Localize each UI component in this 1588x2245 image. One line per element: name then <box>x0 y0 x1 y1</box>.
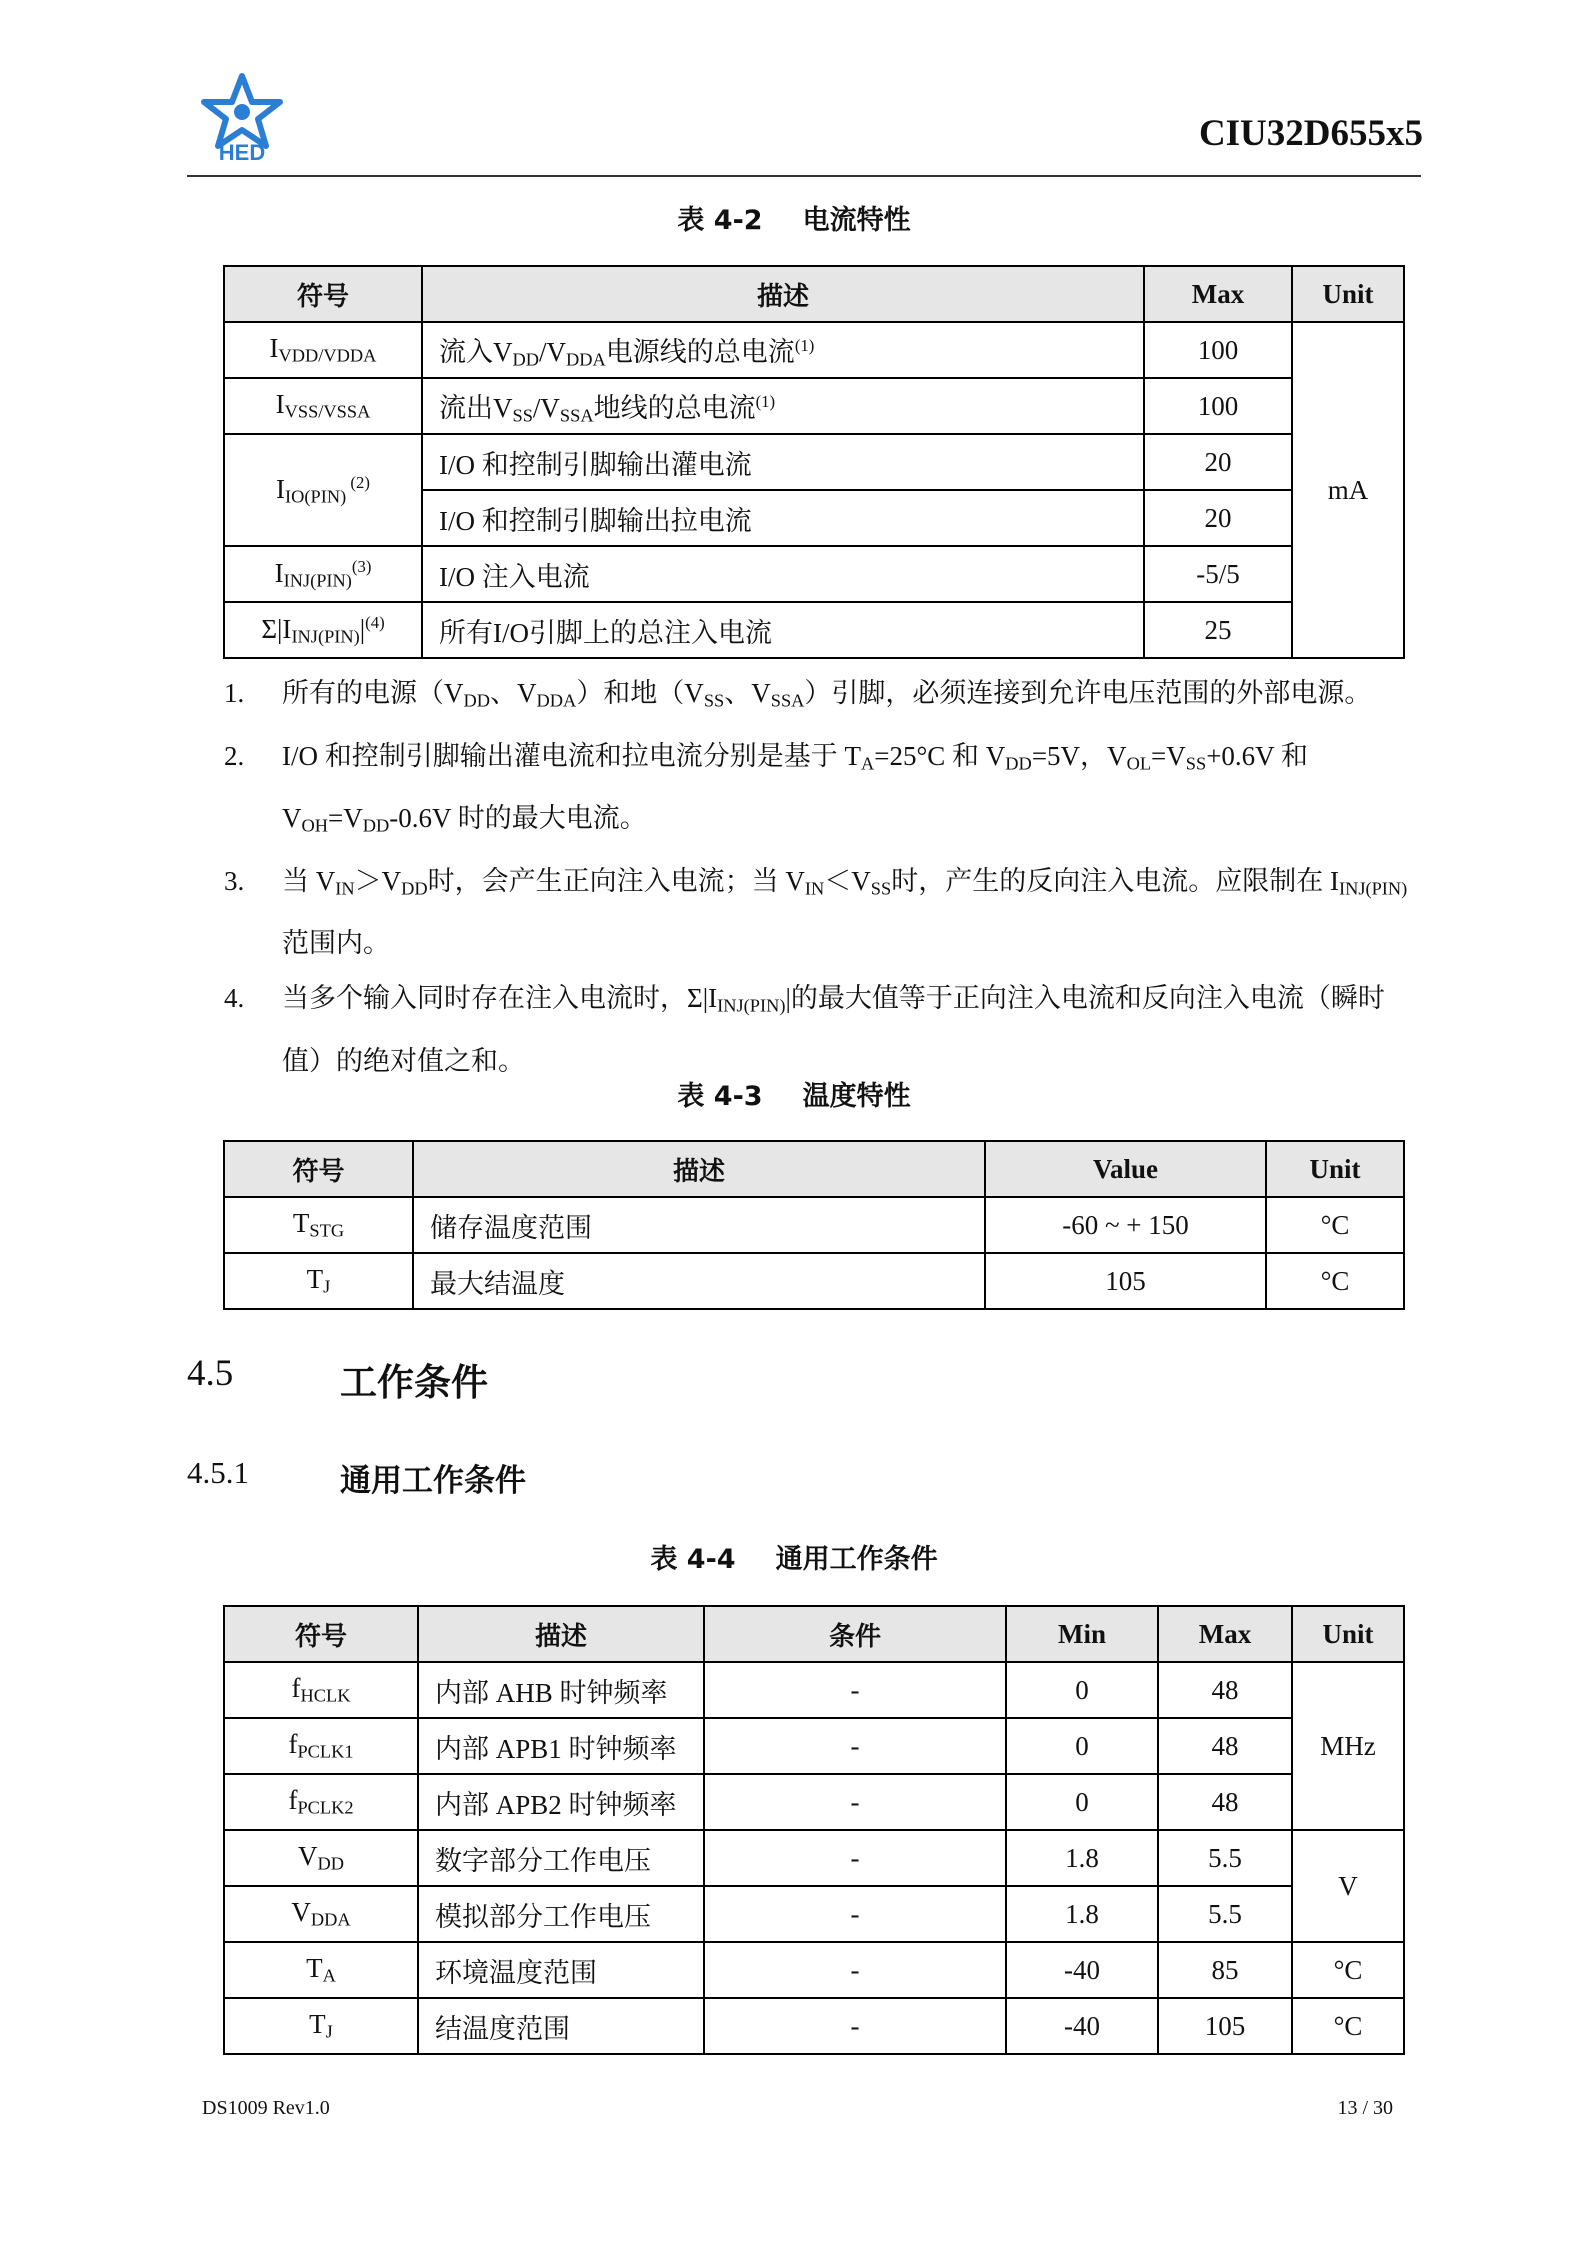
max-cell: 48 <box>1158 1718 1292 1774</box>
table-row <box>224 1718 1404 1774</box>
symbol-cell: $f_{PCLK1}$ <box>224 1718 418 1774</box>
condition-cell: - <box>704 1774 1006 1830</box>
max-cell: 5.5 <box>1158 1886 1292 1942</box>
condition-cell: - <box>704 1998 1006 2054</box>
table-row <box>224 1942 1404 1998</box>
min-cell: 1.8 <box>1006 1830 1158 1886</box>
description-cell: 最大结温度 <box>413 1253 985 1309</box>
min-cell: 0 <box>1006 1774 1158 1830</box>
description-cell: 模拟部分工作电压 <box>418 1886 704 1942</box>
max-cell: 100 <box>1144 378 1292 434</box>
value-cell: 105 <box>985 1253 1266 1309</box>
table-row <box>224 1998 1404 2054</box>
symbol-cell: $V_{DD}$ <box>224 1830 418 1886</box>
table-row <box>224 1662 1404 1718</box>
max-cell: 48 <box>1158 1662 1292 1718</box>
hed-logo <box>196 72 288 162</box>
max-cell: 85 <box>1158 1942 1292 1998</box>
condition-cell: - <box>704 1718 1006 1774</box>
header-description: 描述 <box>422 266 1144 322</box>
note-1: 1. 所有的电源（$V_{DD}$、$V_{DDA}$）和地（$V_{SS}$、$V_{SSA}$）引脚，必须连接到允许电压范围的外部电源。 <box>224 678 1372 711</box>
table-4-3-caption: 表 4-3 温度特性 <box>677 1081 911 1112</box>
header-max: Max <box>1144 266 1292 322</box>
symbol-cell: $T_J$ <box>224 1253 413 1309</box>
note-2: 2. I/O 和控制引脚输出灌电流和拉电流分别是基于 $T_A=25^\circ C$ 和 $V_{DD}=5V$，$V_{OL}=V_{SS}+0.6V$ 和 $V_{OH}=V_{DD}-0.6V$ 时的最大电流。 <box>224 740 1308 836</box>
min-cell: -40 <box>1006 1998 1158 2054</box>
table-4-4-caption: 表 4-4 通用工作条件 <box>650 1544 938 1575</box>
unit-cell: MHz <box>1292 1662 1404 1830</box>
unit-cell: °C <box>1266 1253 1404 1309</box>
header-symbol: 符号 <box>224 266 422 322</box>
general-operating-conditions-table <box>223 1605 1405 2055</box>
max-cell: 20 <box>1144 434 1292 490</box>
header-min: Min <box>1006 1606 1158 1662</box>
min-cell: 1.8 <box>1006 1886 1158 1942</box>
table-4-2-caption: 表 4-2 电流特性 <box>677 205 911 236</box>
table-row <box>224 1253 1404 1309</box>
unit-cell: V <box>1292 1830 1404 1942</box>
symbol-cell: $T_{STG}$ <box>224 1197 413 1253</box>
condition-cell: - <box>704 1830 1006 1886</box>
table-row <box>224 434 1404 490</box>
description-cell: 流出$V_{SS}/V_{SSA}$地线的总电流$^{(1)}$ <box>422 378 1144 434</box>
header-unit: Unit <box>1292 1606 1404 1662</box>
svg-text:HED: HED <box>218 140 266 162</box>
header-unit: Unit <box>1266 1141 1404 1197</box>
footer-doc-id: DS1009 Rev1.0 <box>202 2097 330 2119</box>
table-notes <box>224 666 1424 1089</box>
subsection-number: 4.5.1 <box>187 1455 249 1490</box>
unit-cell: mA <box>1292 322 1404 658</box>
header-divider <box>187 175 1421 177</box>
description-cell: 内部 AHB 时钟频率 <box>418 1662 704 1718</box>
max-cell: 5.5 <box>1158 1830 1292 1886</box>
unit-cell: °C <box>1266 1197 1404 1253</box>
symbol-cell: $I_{IO(PIN)}$ $^{(2)}$ <box>224 434 422 546</box>
note-3: 3. 当 $V_{IN}>V_{DD}$时，会产生正向注入电流；当 $V_{IN}<V_{SS}$时，产生的反向注入电流。应限制在 $I_{INJ(PIN)}$ 范围内。 <box>224 865 1408 959</box>
min-cell: -40 <box>1006 1942 1158 1998</box>
symbol-cell: $\Sigma|I_{INJ(PIN)}|^{(4)}$ <box>224 602 422 658</box>
description-cell: 数字部分工作电压 <box>418 1830 704 1886</box>
max-cell: 48 <box>1158 1774 1292 1830</box>
unit-cell: °C <box>1292 1942 1404 1998</box>
header-unit: Unit <box>1292 266 1404 322</box>
max-cell: 25 <box>1144 602 1292 658</box>
description-cell: 流入$V_{DD}/V_{DDA}$电源线的总电流$^{(1)}$ <box>422 322 1144 378</box>
table-row <box>224 322 1404 378</box>
symbol-cell: $f_{HCLK}$ <box>224 1662 418 1718</box>
symbol-cell: $T_J$ <box>224 1998 418 2054</box>
symbol-cell: $I_{VSS/VSSA}$ <box>224 378 422 434</box>
header-symbol: 符号 <box>224 1141 413 1197</box>
condition-cell: - <box>704 1886 1006 1942</box>
description-cell: I/O 和控制引脚输出灌电流 <box>422 434 1144 490</box>
symbol-cell: $I_{INJ(PIN)}^{(3)}$ <box>224 546 422 602</box>
table-row <box>224 1886 1404 1942</box>
section-title: 工作条件 <box>340 1361 488 1404</box>
note-4: 4. 当多个输入同时存在注入电流时，$\Sigma|I_{INJ(PIN)}|$的最大值等于正向注入电流和反向注入电流（瞬时 值）的绝对值之和。 <box>224 983 1385 1076</box>
table-row <box>224 546 1404 602</box>
description-cell: 所有I/O引脚上的总注入电流 <box>422 602 1144 658</box>
description-cell: 储存温度范围 <box>413 1197 985 1253</box>
header-description: 描述 <box>418 1606 704 1662</box>
max-cell: -5/5 <box>1144 546 1292 602</box>
header-symbol: 符号 <box>224 1606 418 1662</box>
symbol-cell: $V_{DDA}$ <box>224 1886 418 1942</box>
document-title: CIU32D655x5 <box>1198 113 1423 154</box>
description-cell: I/O 注入电流 <box>422 546 1144 602</box>
description-cell: 环境温度范围 <box>418 1942 704 1998</box>
header-description: 描述 <box>413 1141 985 1197</box>
max-cell: 100 <box>1144 322 1292 378</box>
symbol-cell: $f_{PCLK2}$ <box>224 1774 418 1830</box>
description-cell: 内部 APB2 时钟频率 <box>418 1774 704 1830</box>
min-cell: 0 <box>1006 1718 1158 1774</box>
max-cell: 105 <box>1158 1998 1292 2054</box>
header-value: Value <box>985 1141 1266 1197</box>
section-number: 4.5 <box>187 1353 234 1394</box>
header-max: Max <box>1158 1606 1292 1662</box>
value-cell: -60 ~ + 150 <box>985 1197 1266 1253</box>
condition-cell: - <box>704 1662 1006 1718</box>
table-row <box>224 1774 1404 1830</box>
subsection-title: 通用工作条件 <box>340 1463 526 1499</box>
description-cell: 结温度范围 <box>418 1998 704 2054</box>
symbol-cell: $I_{VDD/VDDA}$ <box>224 322 422 378</box>
current-characteristics-table <box>223 265 1405 659</box>
min-cell: 0 <box>1006 1662 1158 1718</box>
symbol-cell: $T_A$ <box>224 1942 418 1998</box>
table-row <box>224 378 1404 434</box>
condition-cell: - <box>704 1942 1006 1998</box>
max-cell: 20 <box>1144 490 1292 546</box>
table-row <box>224 602 1404 658</box>
unit-cell: °C <box>1292 1998 1404 2054</box>
header-condition: 条件 <box>704 1606 1006 1662</box>
footer-page-number: 13 / 30 <box>1337 2097 1393 2119</box>
table-row <box>224 1830 1404 1886</box>
table-row <box>224 1197 1404 1253</box>
temperature-characteristics-table <box>223 1140 1405 1310</box>
description-cell: 内部 APB1 时钟频率 <box>418 1718 704 1774</box>
description-cell: I/O 和控制引脚输出拉电流 <box>422 490 1144 546</box>
